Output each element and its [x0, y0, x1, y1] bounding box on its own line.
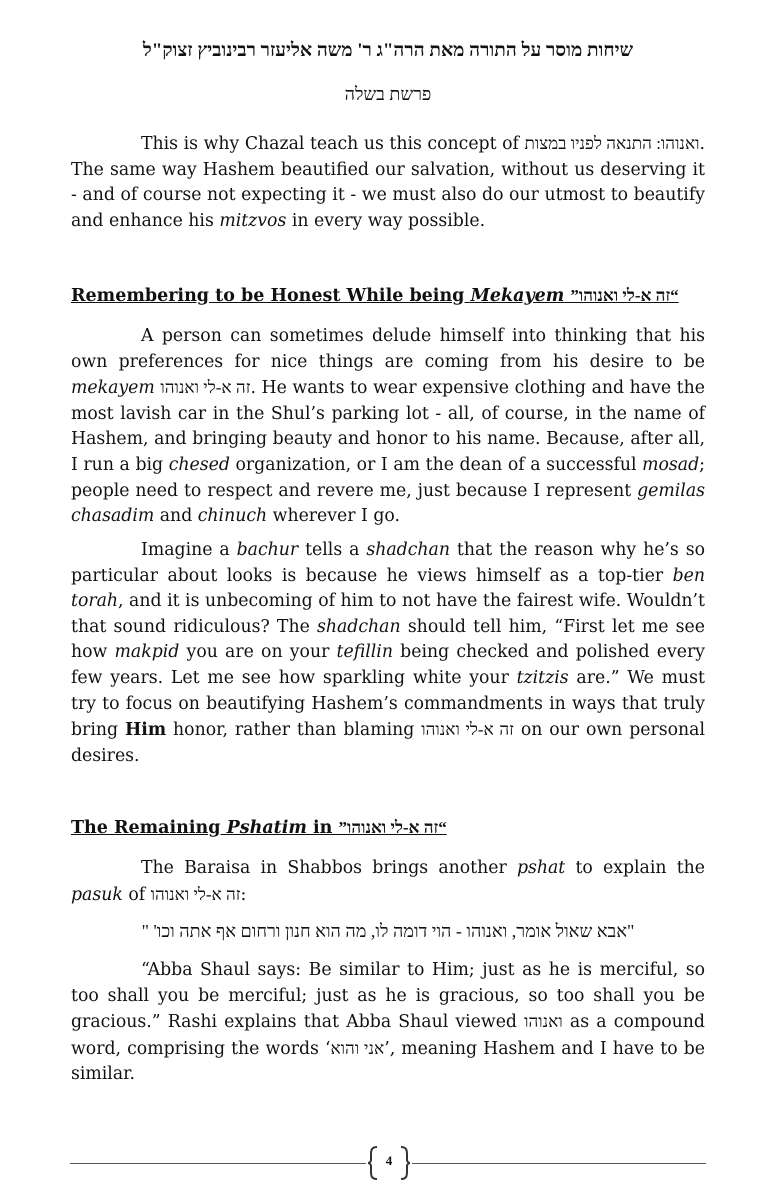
footer-rule-left	[70, 1163, 366, 1164]
header-subtitle: פרשת בשלה	[344, 84, 432, 104]
paragraph-4: The Baraisa in Shabbos brings another pshat to explain the pasuk of זה א-לי ואנוהו:	[71, 858, 705, 905]
hebrew-quote: "אבא שאול אומר, ואנוהו - הוי דומה לו, מה הוא חנון ורחום אף אתה וכו' "	[141, 921, 635, 941]
paragraph-1: This is why Chazal teach us this concept of ואנוהו: התנאה לפניו במצות. The same way Hashem beautified our salvation, without us deserving it - and of course not expecting it - we must also do our utmost to beautify and enhance his mitzvos in every way possible.	[71, 134, 705, 231]
paragraph-3: Imagine a bachur tells a shadchan that the reason why he’s so particular about looks is because he views himself as a top-tier ben torah, and it is unbecoming of him to not have the fairest wife. Wouldn’t that sound ridiculous? The shadchan should tell him, “First let me see how makpid you are on your tefillin being checked and polished every few years. Let me see how sparkling white your tzitzis are.” We must try to focus on beautifying Hashem’s commandments in ways that truly bring Him honor, rather than blaming זה א-לי ואנוהו on our own personal desires.	[71, 540, 705, 766]
page-number: 4	[385, 1153, 393, 1168]
header-title: שיחות מוסר על התורה מאת הרה"ג ר' משה אליעזר רבינוביץ זצוק"ל	[142, 40, 634, 61]
section-heading-pshatim: The Remaining Pshatim in “זה א-לי ואנוהו”	[71, 818, 447, 838]
footer-rule-right	[412, 1163, 706, 1164]
section-heading-honesty: Remembering to be Honest While being Mekayem “זה א-לי ואנוהו”	[71, 286, 679, 306]
paragraph-5: “Abba Shaul says: Be similar to Him; just as he is merciful, so too shall you be merciful; just as he is gracious, so too shall you be gracious.” Rashi explains that Abba Shaul viewed ואנוהו as a compound word, comprising the words ‘אני והוא’, meaning Hashem and I have to be similar.	[71, 960, 705, 1085]
paragraph-2: A person can sometimes delude himself into thinking that his own preferences for nice things are coming from his desire to be mekayem זה א-לי ואנוהו. He wants to wear expensive clothing and have the most lavish car in the Shul’s parking lot - all, of course, in the name of Hashem, and bringing beauty and honor to his name. Because, after all, I run a big chesed organization, or I am the dean of a successful mosad; people need to respect and revere me, just because I represent gemilas chasadim and chinuch wherever I go.	[71, 326, 705, 527]
hebrew-phrase: ואנוהו: התנאה לפניו במצות	[524, 134, 700, 153]
